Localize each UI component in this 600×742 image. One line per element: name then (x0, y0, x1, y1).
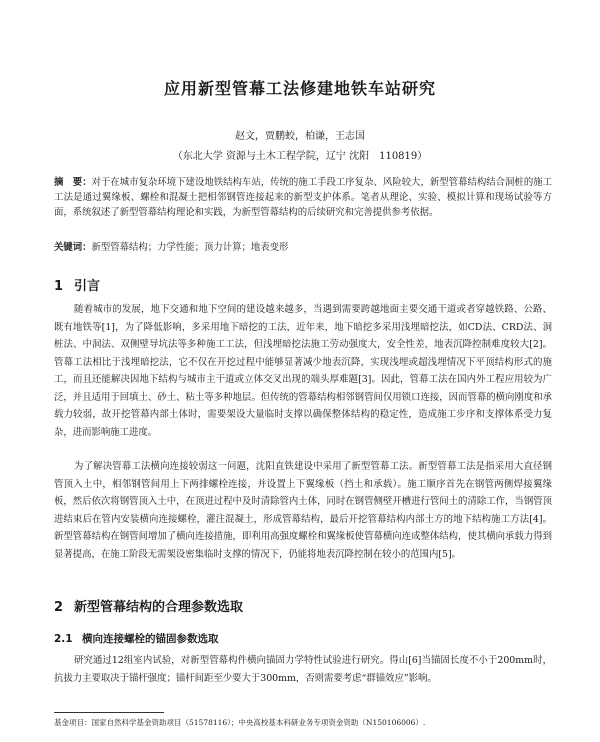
paper-title: 应用新型管幕工法修建地铁车站研究 (163, 79, 436, 98)
section-title: 新型管幕结构的合理参数选取 (74, 600, 244, 615)
section-title: 引言 (74, 279, 101, 294)
abstract-label: 摘 要： (54, 177, 92, 188)
section-number: 1 (54, 279, 64, 294)
keywords (54, 239, 552, 253)
subsection-heading-2-1 (54, 631, 219, 646)
keywords-text: 新型管幕结构；力学性能；顶力计算；地表变形 (91, 242, 289, 253)
footnote-divider (54, 712, 164, 713)
section-heading-2 (54, 596, 243, 615)
author-list: 赵文，贾鹏蛟，柏谦，王志国 (235, 131, 365, 142)
abstract (54, 175, 552, 220)
subsection-number: 2.1 (54, 633, 73, 645)
body-paragraph-2: 为了解决管幕工法横向连接较弱这一问题，沈阳直铁建设中采用了新型管幕工法。新型管幕工法是指采用大直径钢管顶入土中，相邻钢管间用上下两排螺栓连接，并设置上下翼缘板（挡土和承载）。施工顺序首先在钢管两侧焊接翼缘板，然后依次将钢管顶入土中，在顶进过程中及时清除管内土体，同时在钢管侧壁开槽进行管间土的清除工作，当钢管顶进结束后在管内安装横向连接螺栓，灌注混凝土，形成管幕结构，最后开挖管幕结构内部土方的地下结构施工方法[4]。新型管幕结构在钢管间增加了横向连接措施，即利用高强度螺栓和翼缘板使管幕横向连成整体结构，使其横向承载力得到显著提高，在施工阶段无需架设密集临时支撑的情况下，仍能将地表沉降控制在较小的范围内[5]。 (54, 461, 552, 560)
abstract-text: 对于在城市复杂环境下建设地铁结构车站，传统的施工手段工序复杂、风险较大，新型管幕结构结合洞桩的施工工法是通过翼缘板、螺栓和混凝土把相邻钢管连接起来的新型支护体系。笔者从理论、实验、模拟计算和现场试验等方面，系统叙述了新型管幕结构理论和实践，为新型管幕结构的后续研究和完善提供参考依据。 (54, 177, 552, 218)
body-paragraph-1: 随着城市的发展，地下交通和地下空间的建设越来越多，当遇到需要跨越地面主要交通干道或者穿越铁路、公路、既有地铁等[1]，为了降低影响，多采用地下暗挖的工法，近年来，地下暗挖多采用浅埋暗挖法，如CD法、CRD法、洞桩法、中洞法、双侧壁导坑法等多种施工工法，但浅埋暗挖法施工劳动强度大，安全性差，地表沉降控制难度较大[2]。管幕工法相比于浅埋暗挖法，它不仅在开挖过程中能够显著减少地表沉降，实现浅埋或超浅埋情况下平顶结构形式的施工，而且还能解决因地下结构与城市主干道或立体交叉出现的端头厚难题[3]。因此，管幕工法在国内外工程应用较为广泛，并且适用于回填土、砂土、粘土等多种地层。但传统的管幕结构相邻钢管间仅用锁口连接，因而管幕的横向刚度和承载力较弱，故开挖管幕内部土体时，需要架设大量临时支撑以确保整体结构的稳定性，造成施工步序和支撑体系受力复杂，进而影响施工进度。 (54, 304, 552, 438)
body-paragraph-3: 研究通过12组室内试验，对新型管幕构件横向锚固力学特性试验进行研究。得山[6]当锚固长度不小于200mm时，抗拔力主要取决于锚杆强度；锚杆间距至少要大于300mm，否则需要考虑“群锚效应”影响。 (54, 655, 552, 684)
funding-footnote: 基金项目：国家自然科学基金资助项目（51578116）；中央高校基本科研业务专项资金资助（N150106006）. (54, 718, 426, 727)
section-number: 2 (54, 600, 64, 615)
keywords-label: 关键词： (54, 242, 92, 253)
author-affiliation: （东北大学 资源与土木工程学院，辽宁 沈阳 110819） (172, 151, 428, 162)
subsection-title: 横向连接螺栓的锚固参数选取 (82, 633, 219, 645)
section-heading-1 (54, 275, 100, 294)
